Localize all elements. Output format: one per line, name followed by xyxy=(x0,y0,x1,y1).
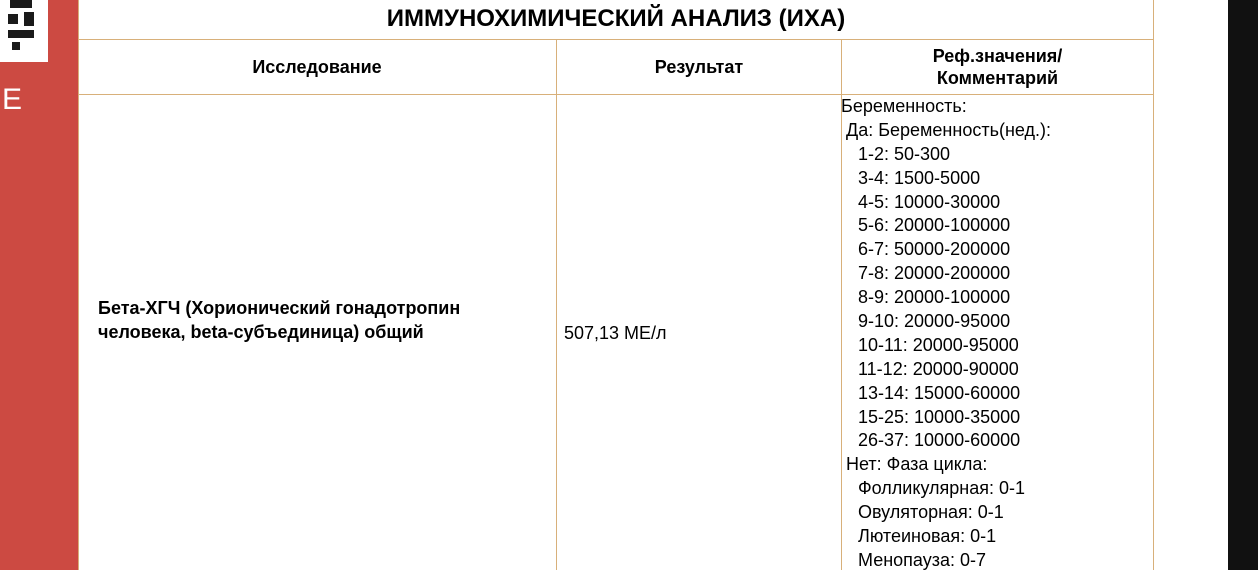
reference-line: 10-11: 20000-95000 xyxy=(858,334,1019,355)
reference-line: Менопауза: 0-7 xyxy=(858,549,986,570)
sidebar-letter: E xyxy=(2,83,23,116)
reference-line: 7-8: 20000-200000 xyxy=(858,263,1011,284)
column-header-study: Исследование xyxy=(252,57,382,77)
reference-line: 3-4: 1500-5000 xyxy=(858,167,981,188)
column-header-reference-line1: Реф.значения/ xyxy=(932,46,1063,66)
left-red-sidebar xyxy=(0,0,78,570)
column-header-result: Результат xyxy=(654,57,744,77)
test-name-line2: человека, beta-субъединица) общий xyxy=(98,322,424,342)
reference-line: 9-10: 20000-95000 xyxy=(858,311,1011,332)
reference-line: Фолликулярная: 0-1 xyxy=(858,478,1026,499)
test-result-value: 507,13 МЕ/л xyxy=(564,323,667,343)
reference-line: 11-12: 20000-90000 xyxy=(858,358,1019,379)
reference-values xyxy=(841,95,1153,573)
reference-line: Лютеиновая: 0-1 xyxy=(858,526,997,547)
reference-line: Да: Беременность(нед.): xyxy=(846,119,1051,140)
reference-line: 15-25: 10000-35000 xyxy=(858,406,1021,427)
column-divider-1 xyxy=(556,40,557,570)
qr-code-fragment xyxy=(0,0,48,62)
test-name xyxy=(98,296,538,344)
column-header-reference-line2: Комментарий xyxy=(936,68,1059,88)
reference-line: Овуляторная: 0-1 xyxy=(858,502,1004,523)
reference-line: 1-2: 50-300 xyxy=(858,143,951,164)
test-name-line1: Бета-ХГЧ (Хорионический гонадотропин xyxy=(98,298,461,318)
table-border-right xyxy=(1153,0,1154,570)
section-title: ИММУНОХИМИЧЕСКИЙ АНАЛИЗ (ИХА) xyxy=(78,0,1154,40)
reference-line: Беременность: xyxy=(841,96,967,116)
reference-line: 26-37: 10000-60000 xyxy=(858,430,1021,451)
column-header-reference xyxy=(842,40,1153,94)
right-dark-edge xyxy=(1228,0,1258,570)
reference-line: 6-7: 50000-200000 xyxy=(858,239,1011,260)
reference-line: 8-9: 20000-100000 xyxy=(858,287,1011,308)
lab-results-document xyxy=(78,0,1154,570)
reference-line: 5-6: 20000-100000 xyxy=(858,215,1011,236)
reference-line: 4-5: 10000-30000 xyxy=(858,191,1001,212)
reference-line: Нет: Фаза цикла: xyxy=(846,454,988,475)
reference-line: 13-14: 15000-60000 xyxy=(858,382,1021,403)
